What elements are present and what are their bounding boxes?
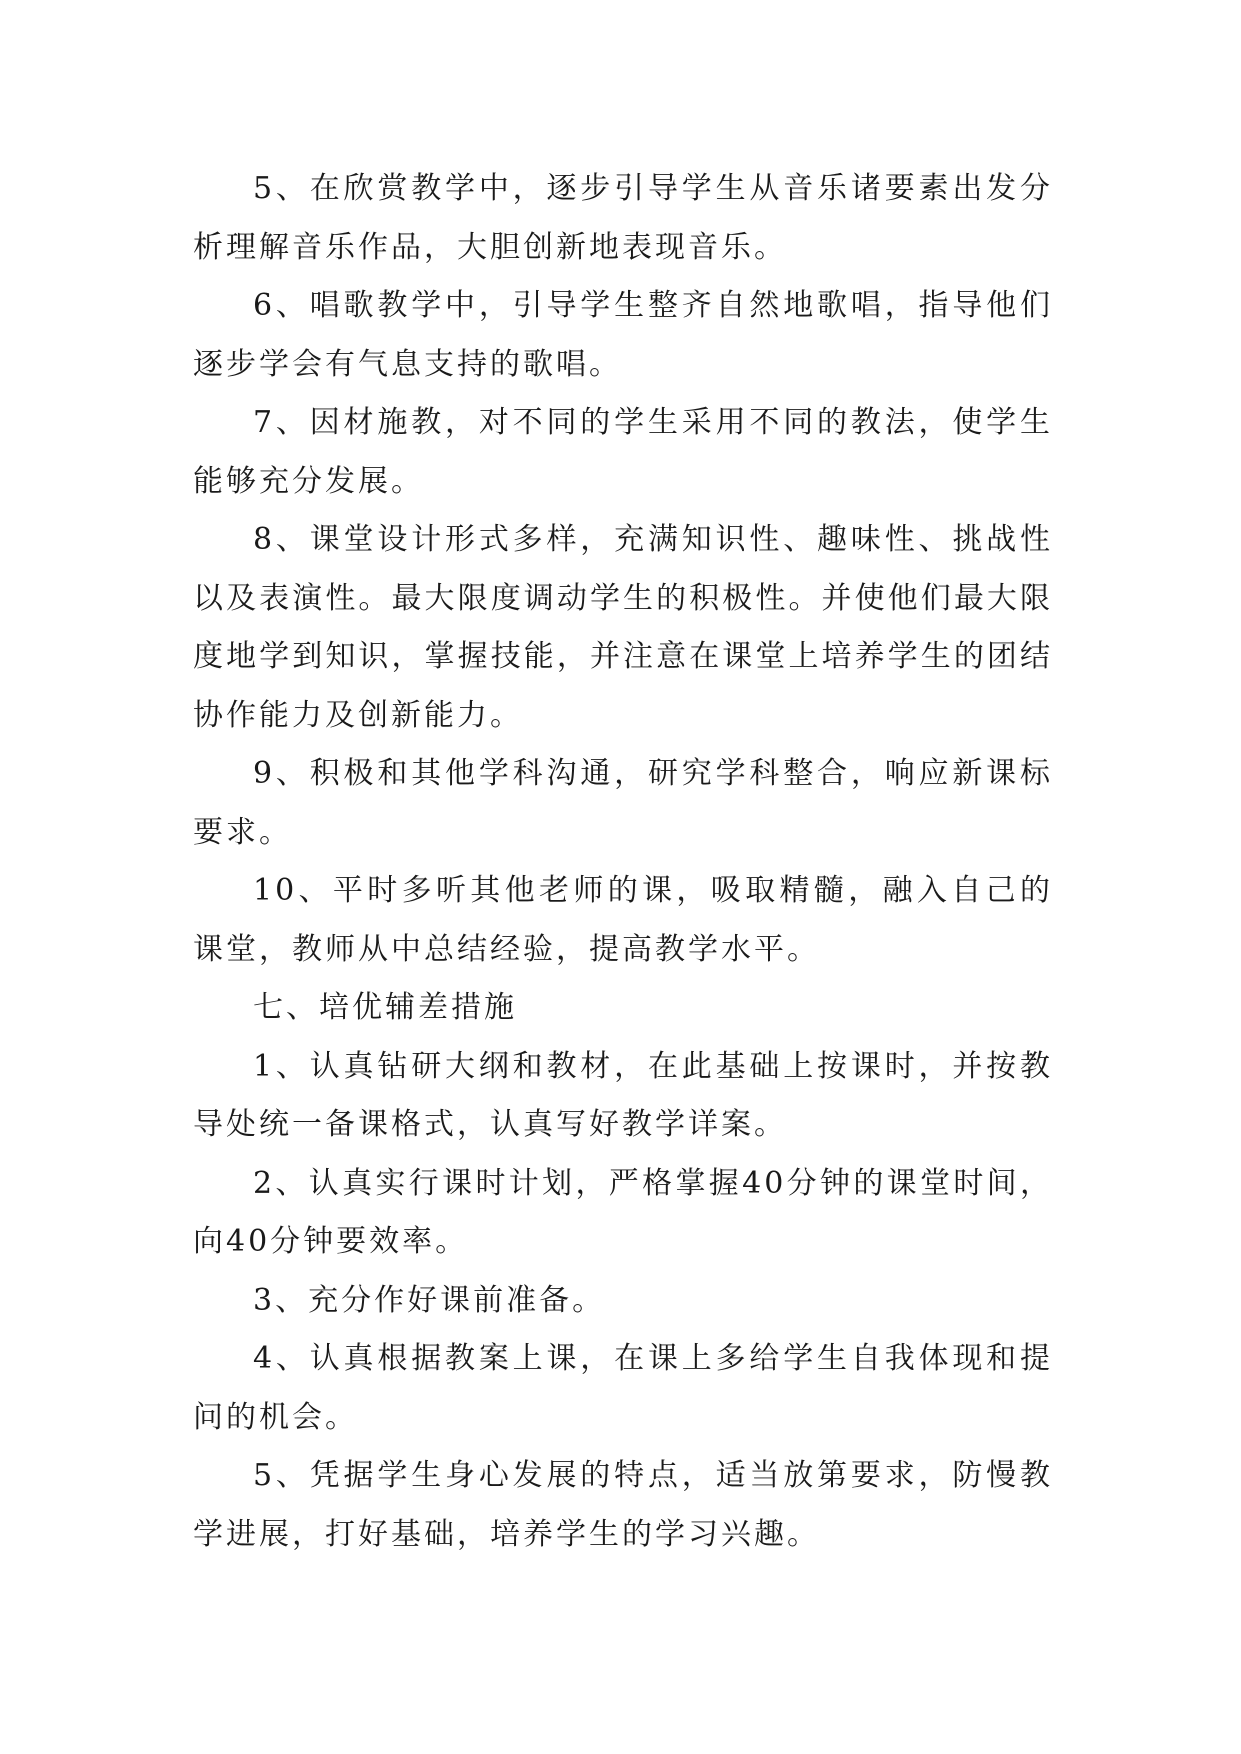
- paragraph-music-appreciation: 5、在欣赏教学中，逐步引导学生从音乐诸要素出发分析理解音乐作品，大胆创新地表现音乐。: [193, 171, 1053, 265]
- paragraph-student-development: 5、凭据学生身心发展的特点，适当放第要求，防慢教学进展，打好基础，培养学生的学习兴趣。: [193, 1458, 1053, 1552]
- paragraph-teach-by-plan: 4、认真根据教案上课，在课上多给学生自我体现和提问的机会。: [193, 1341, 1053, 1435]
- paragraph-singing-teaching: 6、唱歌教学中，引导学生整齐自然地歌唱，指导他们逐步学会有气息支持的歌唱。: [193, 288, 1053, 382]
- section-heading-tutoring-measures: 七、培优辅差措施: [253, 990, 517, 1025]
- paragraph-lesson-preparation: 3、充分作好课前准备。: [253, 1282, 606, 1318]
- paragraph-lesson-plan-timing: 2、认真实行课时计划，严格掌握40分钟的课堂时间，向40分钟要效率。: [193, 1165, 1053, 1259]
- document-body: [193, 160, 1053, 1564]
- paragraph-study-syllabus: 1、认真钻研大纲和教材，在此基础上按课时，并按教导处统一备课格式，认真写好教学详案。: [193, 1048, 1053, 1142]
- paragraph-individualized-teaching: 7、因材施教，对不同的学生采用不同的教法，使学生能够充分发展。: [193, 405, 1053, 499]
- paragraph-classroom-design: 8、课堂设计形式多样，充满知识性、趣味性、挑战性以及表演性。最大限度调动学生的积极性。并使他们最大限度地学到知识，掌握技能，并注意在课堂上培养学生的团结协作能力及创新能力。: [193, 522, 1053, 733]
- paragraph-subject-integration: 9、积极和其他学科沟通，研究学科整合，响应新课标要求。: [193, 756, 1053, 850]
- paragraph-observe-lessons: 10、平时多听其他老师的课，吸取精髓，融入自己的课堂，教师从中总结经验，提高教学水平。: [193, 873, 1053, 967]
